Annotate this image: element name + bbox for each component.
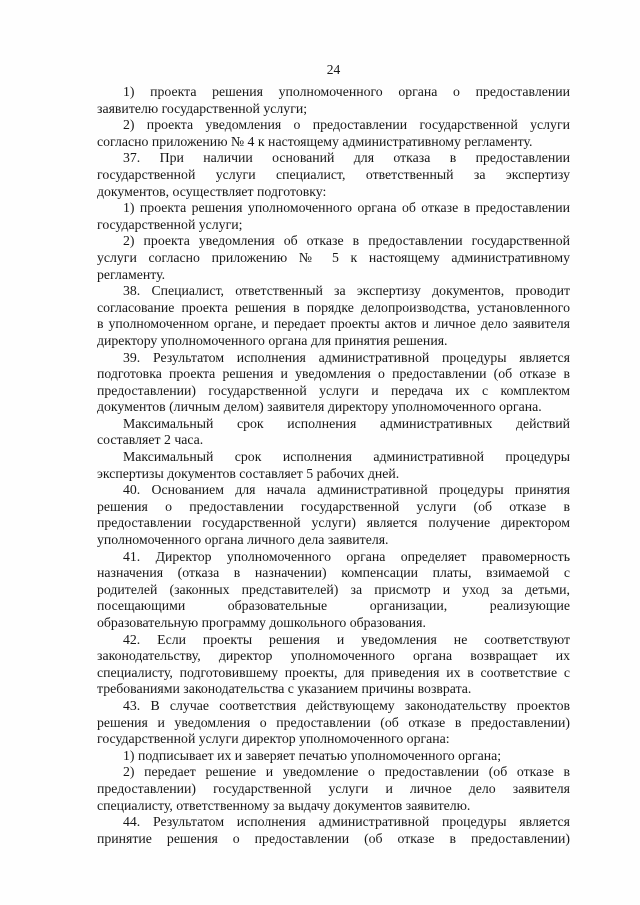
text-line: согласно приложению № 4 к настоящему административному регламенту. (97, 133, 533, 149)
text-line: государственной услуги специалист, ответственный за экспертизу (97, 166, 570, 182)
text-line: специалисту, ответственному за выдачу документов заявителю. (97, 797, 471, 813)
clause-44 (97, 814, 570, 847)
text-line: 1) проекта решения уполномоченного органа о предоставлении (123, 84, 570, 99)
text-line: 38. Специалист, ответственный за экспертизу документов, проводит (123, 283, 570, 299)
text-line: услуги согласно приложению № 5 к настоящему административному (97, 249, 570, 265)
text-line: решения о предоставлении государственной услуги (об отказе в (97, 498, 570, 514)
text-line: законодательству, директор уполномоченного органа возвращает их (97, 648, 570, 664)
text-line: документов (личным делом) заявителя директору уполномоченного органа. (97, 399, 542, 415)
text-line: 42. Если проекты решения и уведомления не соответствуют (123, 631, 570, 647)
text-line: родителей (законных представителей) за присмотр и уход за детьми, (97, 581, 570, 597)
text-line: составляет 2 часа. (97, 432, 204, 448)
clause-37-subitem-2 (97, 233, 570, 283)
text-line: назначения (отказа в назначении) компенсации платы, взимаемой с (97, 565, 570, 581)
clause-38 (97, 283, 570, 349)
clause-37 (97, 150, 570, 200)
text-line: предоставлении) государственной услуги и личное дело заявителя (97, 780, 570, 796)
page-number: 24 (326, 62, 341, 77)
max-term-actions (97, 416, 570, 449)
text-line: требованиями законодательства с указанием причины возврата. (97, 681, 472, 697)
clause-43-subitem-1 (97, 748, 570, 765)
body-text (97, 84, 570, 847)
text-line: Максимальный срок исполнения административной процедуры (123, 449, 570, 465)
text-line: в уполномоченном органе, и передает проекты актов и личное дело заявителя (97, 316, 570, 332)
clause-43 (97, 698, 570, 748)
text-line: Максимальный срок исполнения административных действий (123, 415, 570, 431)
clause-39 (97, 350, 570, 416)
text-line: подготовка проекта решения и уведомления о предоставлении (об отказе в (97, 366, 570, 382)
text-line: 1) подписывает их и заверяет печатью уполномоченного органа; (123, 747, 502, 763)
text-line: заявителю государственной услуги; (97, 100, 308, 116)
text-line: 2) передает решение и уведомление о предоставлении (об отказе в (123, 764, 570, 780)
text-line: экспертизы документов составляет 5 рабочих дней. (97, 465, 400, 481)
clause-40 (97, 482, 570, 548)
clause-37-subitem-1 (97, 200, 570, 233)
clause-41 (97, 549, 570, 632)
text-line: согласование проекта решения в порядке делопроизводства, установленного (97, 299, 570, 315)
text-line: посещающими образовательные организации, реализующие (97, 598, 570, 614)
text-line: государственной услуги; (97, 216, 243, 232)
text-line: принятие решения о предоставлении (об отказе в предоставлении) (97, 830, 570, 846)
text-line: директору уполномоченного органа для принятия решения. (97, 332, 448, 348)
text-line: 1) проекта решения уполномоченного органа об отказе в предоставлении (123, 200, 570, 216)
clause-43-subitem-2 (97, 764, 570, 814)
text-line: документов, осуществляет подготовку: (97, 183, 327, 199)
text-line: 2) проекта уведомления об отказе в предоставлении государственной (123, 233, 570, 249)
max-term-procedure (97, 449, 570, 482)
text-line: 40. Основанием для начала административной процедуры принятия (123, 482, 570, 498)
text-line: уполномоченного органа личного дела заявителя. (97, 532, 389, 548)
subitem-2-notice-draft (97, 117, 570, 150)
text-line: специалисту, подготовившему проекты, для приведения их в соответствие с (97, 664, 570, 680)
text-line: предоставлении государственной услуги) является получение директором (97, 515, 570, 531)
text-line: 43. В случае соответствия действующему законодательству проектов (123, 697, 570, 713)
clause-42 (97, 632, 570, 698)
text-line: государственной услуги директор уполномоченного органа: (97, 731, 450, 747)
text-line: 37. При наличии оснований для отказа в предоставлении (123, 150, 570, 166)
text-line: образовательную программу дошкольного образования. (97, 615, 426, 630)
text-line: 2) проекта уведомления о предоставлении государственной услуги (123, 117, 570, 133)
text-line: 39. Результатом исполнения административной процедуры является (123, 349, 570, 365)
subitem-1-decision-draft (97, 84, 570, 117)
text-line: регламенту. (97, 266, 166, 282)
text-line: решения и уведомления о предоставлении (об отказе в предоставлении) (97, 714, 570, 730)
text-line: 41. Директор уполномоченного органа определяет правомерность (123, 548, 570, 564)
text-line: 44. Результатом исполнения административной процедуры является (123, 814, 570, 830)
text-line: предоставлении) государственной услуги и передача их с комплектом (97, 382, 570, 398)
